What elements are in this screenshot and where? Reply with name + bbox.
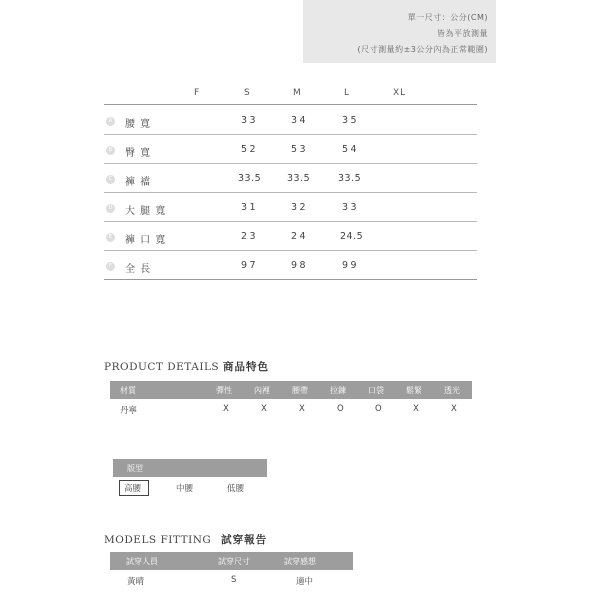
detail-value: X	[451, 404, 457, 414]
col-material: 材質	[120, 386, 136, 395]
size-cell: 34	[291, 115, 309, 126]
size-header-xl: XL	[393, 88, 407, 98]
col-pocket: 口袋	[368, 386, 384, 395]
size-cell: 53	[291, 144, 309, 155]
col-size-tried: 試穿尺寸	[218, 557, 250, 566]
divider	[104, 250, 477, 251]
detail-value: O	[375, 404, 382, 414]
models-fitting-heading	[104, 532, 267, 547]
row-label: 褲 口 寬	[125, 235, 167, 246]
detail-value: X	[413, 404, 419, 414]
detail-value: X	[261, 404, 267, 414]
row-badge: F	[106, 262, 115, 271]
detail-value: O	[337, 404, 344, 414]
row-badge: D	[106, 204, 115, 213]
size-cell: 31	[241, 202, 259, 213]
model-name: 黃晴	[127, 577, 145, 587]
col-zipper: 拉鍊	[330, 386, 346, 395]
row-badge: B	[106, 146, 115, 155]
size-header-m: M	[293, 88, 302, 98]
row-badge: A	[106, 117, 115, 126]
models-fitting-title-en: MODELS FITTING	[104, 534, 212, 546]
size-cell: 33.5	[238, 173, 262, 184]
fit-option-high: 高腰	[124, 484, 142, 494]
size-cell: 33.5	[287, 173, 311, 184]
col-feedback: 試穿感想	[284, 557, 316, 566]
detail-value: X	[223, 404, 229, 414]
size-cell: 99	[342, 260, 360, 271]
divider	[104, 104, 477, 105]
row-label: 褲 襠	[125, 177, 152, 188]
model-size: S	[231, 575, 237, 585]
size-cell: 33	[241, 115, 259, 126]
fit-option-mid: 中腰	[176, 484, 194, 494]
size-cell: 54	[342, 144, 360, 155]
divider	[104, 279, 477, 280]
material-value: 丹寧	[120, 406, 138, 416]
row-label: 腰 寬	[125, 119, 152, 130]
col-model: 試穿人員	[126, 557, 158, 566]
divider	[104, 163, 477, 164]
product-details-title-en: PRODUCT DETAILS	[104, 361, 220, 373]
divider	[104, 192, 477, 193]
detail-value: X	[299, 404, 305, 414]
size-header-l: L	[344, 88, 351, 98]
size-cell: 23	[241, 231, 259, 242]
product-details-heading	[104, 359, 269, 374]
size-header-f: F	[194, 88, 201, 98]
size-cell: 98	[291, 260, 309, 271]
col-elasticity: 彈性	[216, 386, 232, 395]
divider	[104, 134, 477, 135]
size-cell: 52	[241, 144, 259, 155]
size-header-s: S	[244, 88, 251, 98]
col-sheerness: 透光	[444, 386, 460, 395]
size-cell: 97	[241, 260, 259, 271]
row-badge: C	[106, 175, 115, 184]
size-cell: 33.5	[338, 173, 362, 184]
fit-option-low: 低腰	[227, 484, 245, 494]
col-belt: 腰帶	[292, 386, 308, 395]
size-cell: 24.5	[340, 231, 364, 242]
col-lining: 內裡	[254, 386, 270, 395]
size-cell: 32	[291, 202, 309, 213]
col-elastic-waist: 鬆緊	[406, 386, 422, 395]
divider	[104, 221, 477, 222]
note-unit: 單一尺寸：公分(CM)	[407, 13, 488, 22]
size-cell: 24	[291, 231, 309, 242]
row-label: 臀 寬	[125, 148, 152, 159]
model-feedback: 適中	[296, 577, 314, 587]
note-tolerance: (尺寸測量約±3公分內為正常範圍)	[357, 45, 488, 54]
note-method: 皆為平放測量	[437, 29, 488, 38]
row-label: 全 長	[125, 264, 152, 275]
measurement-note	[303, 0, 496, 63]
size-cell: 33	[342, 202, 360, 213]
product-details-title-zh: 商品特色	[222, 361, 269, 373]
row-badge: E	[106, 233, 115, 242]
fit-type-label: 版型	[127, 464, 143, 473]
models-fitting-title-zh: 試穿報告	[221, 534, 268, 546]
row-label: 大 腿 寬	[125, 206, 167, 217]
size-cell: 35	[342, 115, 360, 126]
